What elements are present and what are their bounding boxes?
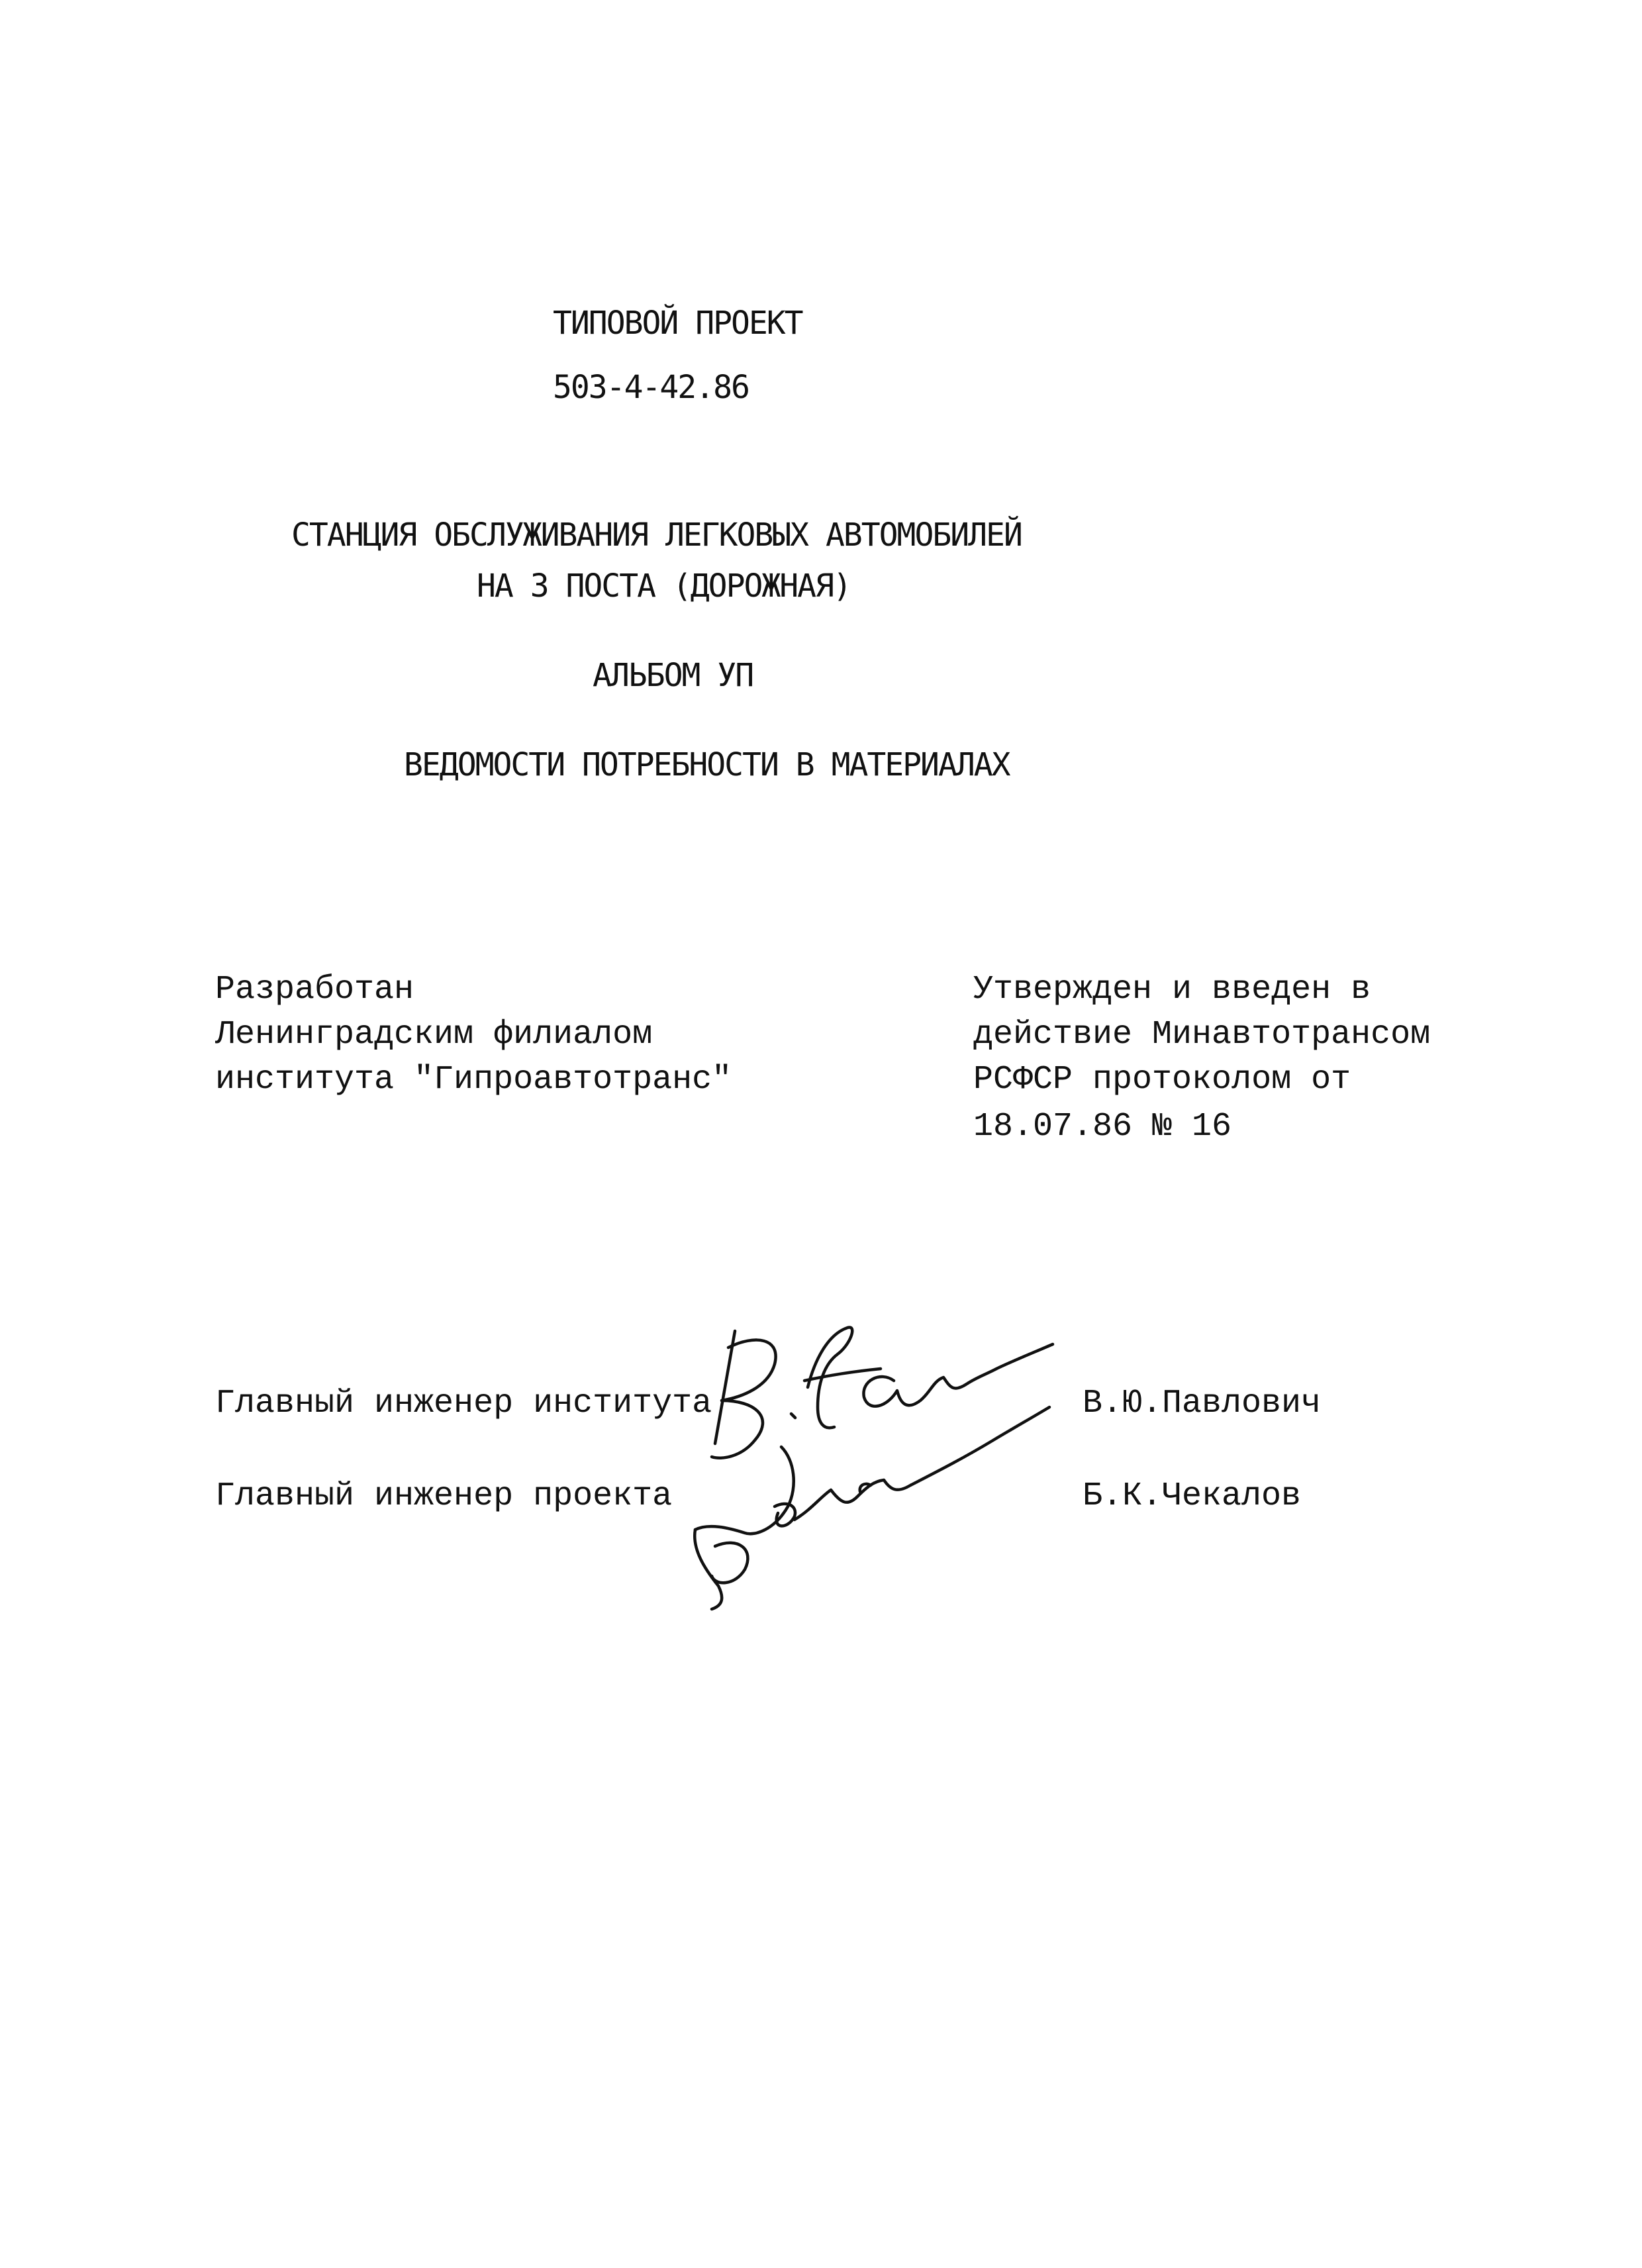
- doc-number: 503-4-42.86: [553, 369, 749, 406]
- album-subject: ВЕДОМОСТИ ПОТРЕБНОСТИ В МАТЕРИАЛАХ: [404, 746, 1010, 783]
- approval-line4: 18.07.86 № 16: [973, 1108, 1232, 1146]
- approval-line3: РСФСР протоколом от: [973, 1061, 1351, 1099]
- project-title-line2: НА 3 ПОСТА (ДОРОЖНАЯ): [477, 567, 851, 605]
- project-title-line1: СТАНЦИЯ ОБСЛУЖИВАНИЯ ЛЕГКОВЫХ АВТОМОБИЛЕЙ: [291, 517, 1022, 554]
- handwritten-signatures: [682, 1308, 1092, 1626]
- signatory-name-1: В.Ю.Павлович: [1083, 1385, 1322, 1422]
- album-label: АЛЬБОМ УП: [593, 657, 753, 694]
- signatory-name-2: Б.К.Чекалов: [1083, 1477, 1302, 1515]
- signatory-role-2: Главный инженер проекта: [215, 1477, 673, 1515]
- signature-stroke: [715, 1331, 735, 1444]
- developer-line2: Ленинградским филиалом: [215, 1016, 653, 1054]
- approval-line1: Утвержден и введен в: [973, 971, 1371, 1009]
- approval-line2: действие Минавтотрансом: [973, 1016, 1431, 1054]
- developer-line1: Разработан: [215, 971, 414, 1009]
- signatory-role-1: Главный инженер института: [215, 1385, 712, 1422]
- signature-stroke: [863, 1344, 1053, 1406]
- signature-stroke: [695, 1447, 794, 1534]
- signature-stroke: [775, 1504, 795, 1526]
- signature-stroke: [795, 1407, 1049, 1520]
- doc-type: ТИПОВОЙ ПРОЕКТ: [553, 305, 802, 342]
- signature-stroke: [712, 1340, 776, 1458]
- signature-stroke: [695, 1530, 722, 1609]
- signature-stroke: [712, 1543, 748, 1583]
- developer-line3: института "Гипроавтотранс": [215, 1061, 732, 1099]
- signature-stroke: [791, 1414, 795, 1418]
- signature-stroke: [804, 1369, 881, 1381]
